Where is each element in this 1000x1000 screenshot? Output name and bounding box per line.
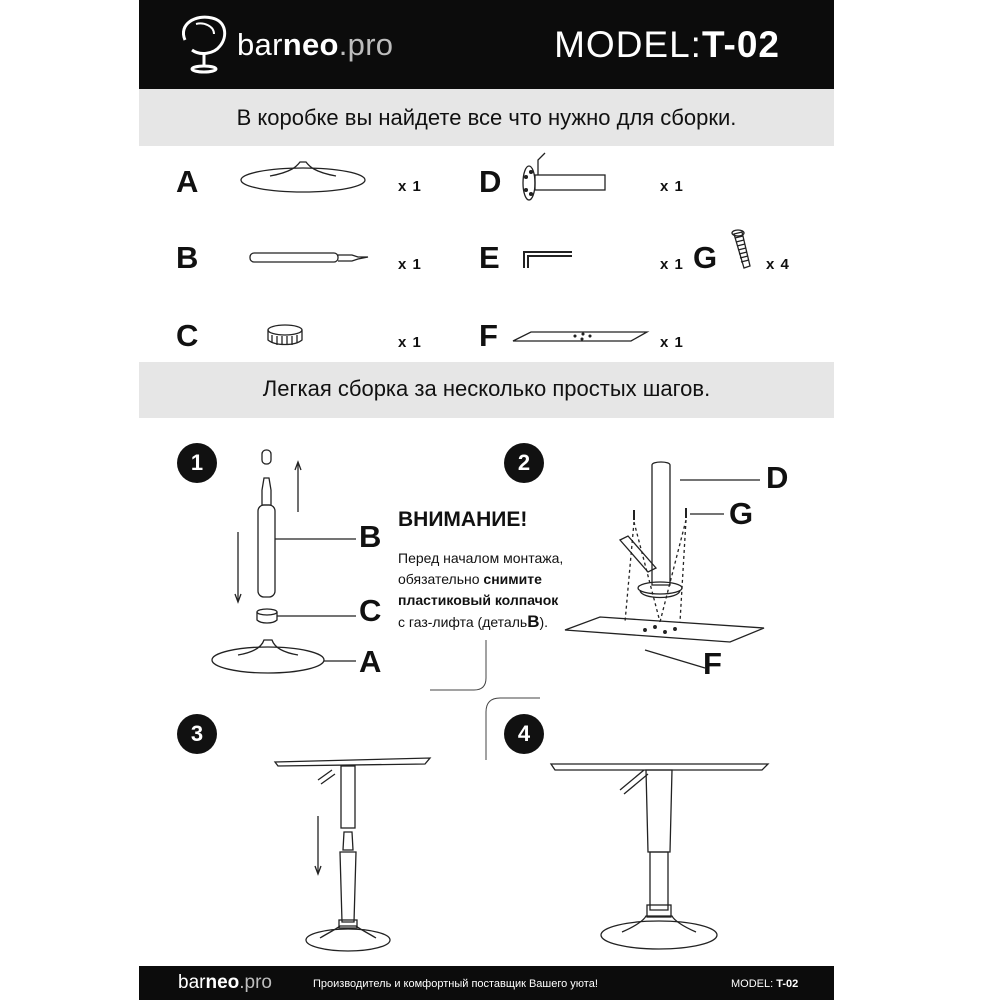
step1-drawing (212, 450, 356, 673)
part-letter-a: A (176, 164, 199, 199)
step3-drawing (275, 758, 430, 951)
contents-heading: В коробке вы найдете все что нужно для сборки. (139, 89, 834, 146)
part-qty-c: x 1 (398, 334, 422, 351)
callout-b: B (359, 519, 382, 554)
part-qty-a: x 1 (398, 178, 422, 195)
part-letter-b: B (176, 240, 199, 275)
footer-model: MODEL: T-02 (731, 978, 799, 990)
part-a-base-plate-drawing (241, 162, 365, 192)
warning-title: ВНИМАНИЕ! (398, 508, 528, 531)
step-number-3: 3 (177, 714, 217, 754)
callout-a: A (359, 644, 382, 679)
part-letter-d: D (479, 164, 502, 199)
part-letter-c: C (176, 318, 199, 353)
callout-f: F (703, 646, 722, 681)
warning-text: Перед началом монтажа, обязательно снимите пластиковый колпачок с газ-лифта (детальB). (398, 550, 564, 631)
part-qty-f: x 1 (660, 334, 684, 351)
brand-name: barneo.pro (237, 27, 394, 62)
part-letter-g: G (693, 240, 718, 275)
step-number-4: 4 (504, 714, 544, 754)
steps-heading: Легкая сборка за несколько простых шагов. (139, 362, 834, 418)
part-letter-e: E (479, 240, 500, 275)
part-qty-d: x 1 (660, 178, 684, 195)
footer-tagline: Производитель и комфортный поставщик Вашего уюта! (313, 978, 598, 990)
model-title: MODEL:T-02 (554, 24, 780, 65)
part-letter-f: F (479, 318, 498, 353)
part-g-screw-drawing (732, 230, 750, 268)
step-number-1: 1 (177, 443, 217, 483)
part-qty-g: x 4 (766, 256, 790, 273)
callout-d: D (766, 460, 789, 495)
step-number-2: 2 (504, 443, 544, 483)
part-b-gas-lift-drawing (250, 253, 368, 262)
part-c-ring-drawing (268, 325, 302, 345)
callout-g: G (729, 496, 754, 531)
part-f-table-top-drawing (513, 332, 647, 341)
callout-c: C (359, 593, 382, 628)
part-d-column-drawing (523, 153, 605, 200)
part-e-hex-key-drawing (524, 252, 572, 268)
step4-drawing (551, 764, 768, 949)
part-qty-b: x 1 (398, 256, 422, 273)
part-qty-e: x 1 (660, 256, 684, 273)
footer-brand: barneo.pro (178, 972, 272, 993)
